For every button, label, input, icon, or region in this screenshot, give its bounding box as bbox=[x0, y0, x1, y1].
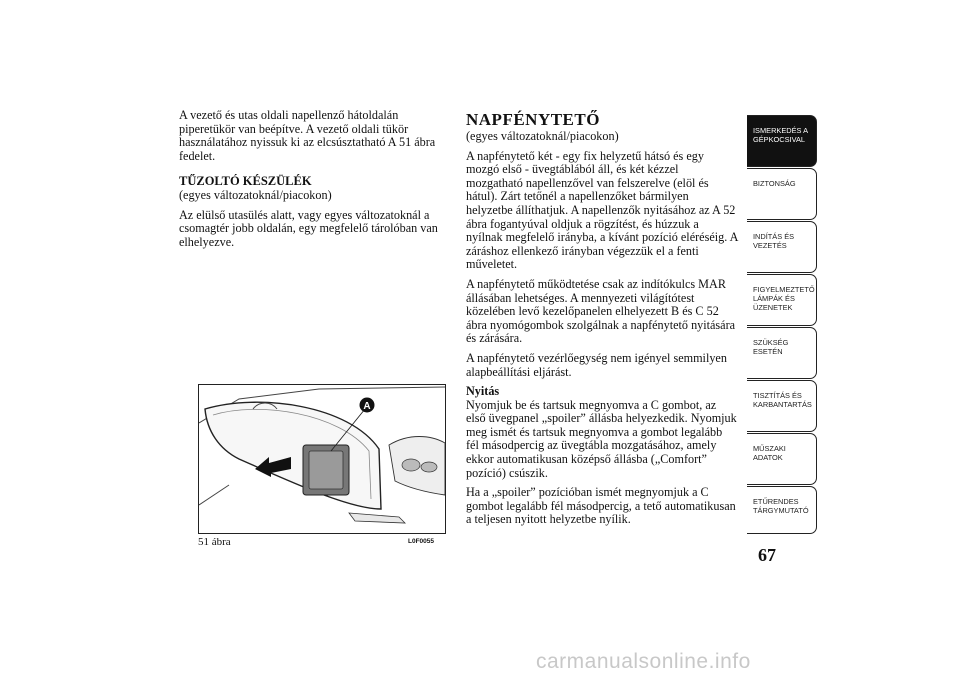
sunroof-heading: NAPFÉNYTETŐ bbox=[466, 110, 600, 129]
tab-emergency[interactable]: SZÜKSÉG ESETÉN bbox=[747, 327, 817, 379]
sun-visor-illustration bbox=[199, 385, 445, 533]
sunroof-subheading: (egyes változatoknál/piacokon) bbox=[466, 129, 619, 143]
sun-visor-figure bbox=[198, 384, 446, 534]
figure-caption: 51 ábra bbox=[198, 536, 231, 548]
extinguisher-paragraph: Az elülső utasülés alatt, vagy egyes változatoknál a csomagtér jobb oldalán, egy megfelelő tárolóban van elhelyezve. bbox=[179, 207, 438, 249]
sunroof-paragraph-4: Nyomjuk be és tartsuk megnyomva a C gombot, az első üvegpanel „spoiler” állásba helyezkedik. Nyomjuk meg ismét és tartsuk megnyomva a gombot legalább fél másodpercig az üvegtábla mozgatásához, amely ekkor automatikusan középső állásba („Comfort” pozíció) csúszik. bbox=[466, 397, 737, 480]
sunroof-paragraph-2: A napfénytető működtetése csak az indítókulcs MAR állásában lehetséges. A mennyezeti világítótest közelében levő kezelőpanelen elhelyezett B és C 52 ábra nyomógombok szolgálnak a napfénytető nyitására és zárására. bbox=[466, 276, 736, 346]
tab-warning-lights[interactable]: FIGYELMEZTETŐ LÁMPÁK ÉS ÜZENETEK bbox=[747, 274, 817, 326]
tab-maintenance[interactable]: TISZTÍTÁS ÉS KARBANTARTÁS bbox=[747, 380, 817, 432]
figure-code: L0F0055 bbox=[408, 538, 435, 545]
opening-heading: Nyitás bbox=[466, 384, 500, 399]
right-column bbox=[466, 110, 738, 533]
mirror-paragraph: A vezető és utas oldali napellenző hátoldalán piperetükör van beépítve. A vezető oldali tükör használatához nyissuk ki az elcsúsztatható A 51 ábra fedelet. bbox=[179, 108, 436, 163]
sunroof-paragraph-1: A napfénytető két - egy fix helyzetű hátsó és egy mozgó első - üvegtáblából áll, és két kézzel mozgatható napellenzővel van felszerelve (elöl és hátul). Zárt tetőnél a napellenzőket bármilyen helyzetbe állíthatjuk. A napellenzők nyitásához az A 52 ábra fogantyúval oldjuk a rögzítést, és húzzuk a nyílnak megfelelő irányba, a kívánt pozíció eléréséig. A záráshoz ellenkező irányban végezzük el a fenti műveletet. bbox=[466, 148, 738, 272]
page-number: 67 bbox=[758, 545, 776, 565]
tab-safety[interactable]: BIZTONSÁG bbox=[747, 168, 817, 220]
tab-index[interactable]: ETŰRENDES TÁRGYMUTATÓ bbox=[747, 486, 817, 534]
extinguisher-subheading: (egyes változatoknál/piacokon) bbox=[179, 187, 332, 202]
chapter-tabs bbox=[747, 115, 817, 535]
watermark: carmanualsonline.info bbox=[536, 650, 751, 673]
sunroof-paragraph-5: Ha a „spoiler” pozícióban ismét megnyomjuk a C gombot legalább fél másodpercig, a tető automatikusan a teljesen nyitott helyzetbe nyílik. bbox=[466, 485, 736, 527]
tab-getting-to-know[interactable]: ISMERKEDÉS A GÉPKOCSIVAL bbox=[747, 115, 817, 167]
extinguisher-heading: TŰZOLTÓ KÉSZÜLÉK bbox=[179, 174, 312, 189]
figure-marker-a: A bbox=[363, 401, 371, 412]
tab-technical-data[interactable]: MŰSZAKI ADATOK bbox=[747, 433, 817, 485]
tab-starting-driving[interactable]: INDÍTÁS ÉS VEZETÉS bbox=[747, 221, 817, 273]
sunroof-paragraph-3: A napfénytető vezérlőegység nem igényel semmilyen alapbeállítási eljárást. bbox=[466, 350, 727, 379]
left-column bbox=[179, 109, 444, 255]
